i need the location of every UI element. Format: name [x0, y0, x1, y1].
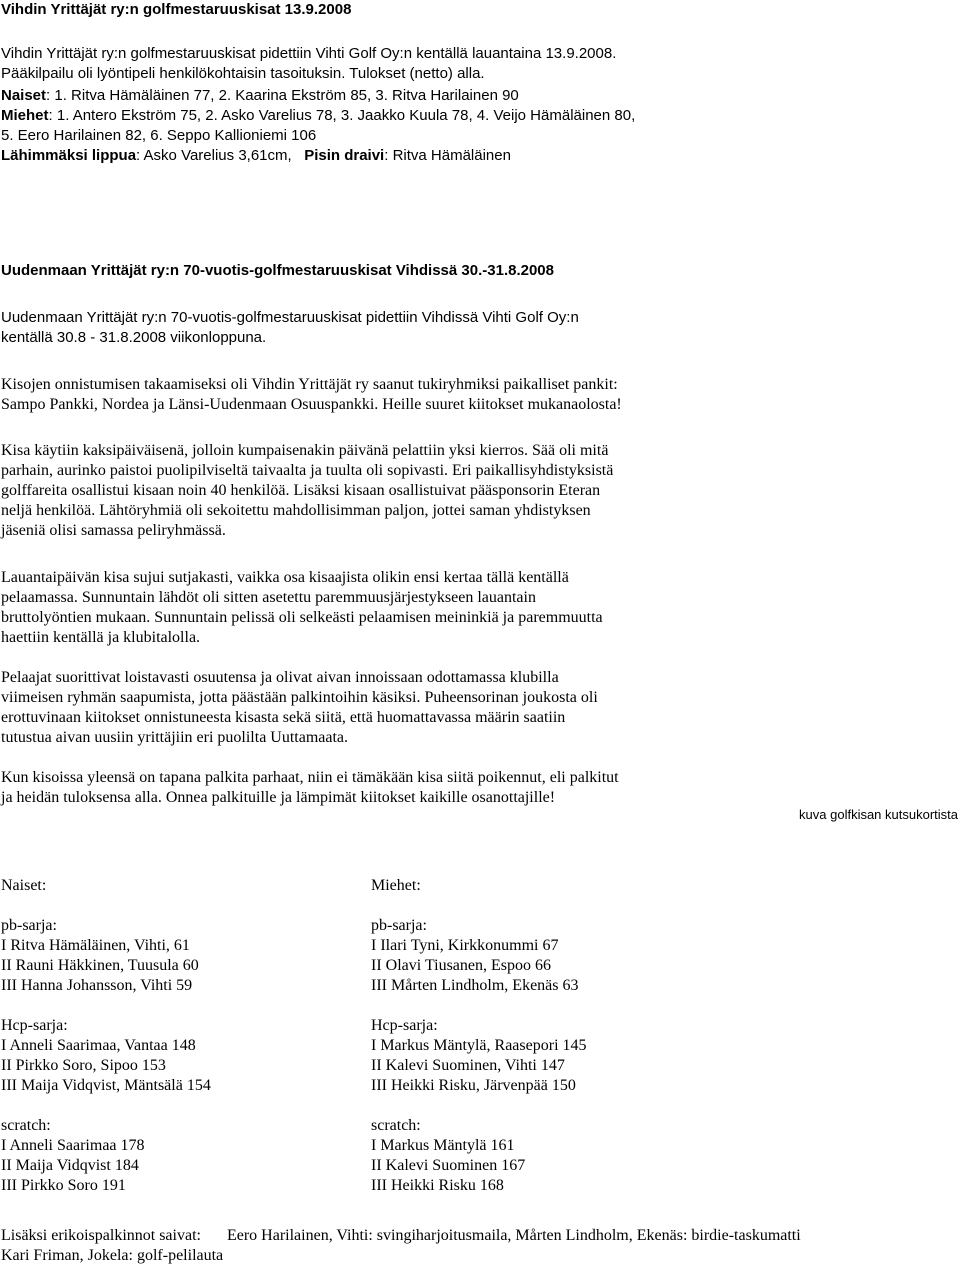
paragraph-line: kentällä 30.8 - 31.8.2008 viikonloppuna.	[1, 329, 267, 346]
series-label: scratch:	[1, 1117, 51, 1134]
paragraph-line: Kisa käytiin kaksipäiväisenä, jolloin kumpaisenakin päivänä pelattiin yksi kierros. Sää oli mitä	[1, 442, 609, 459]
paragraph-line: Pelaajat suorittivat loistavasti osuutensa ja olivat aivan innoissaan odottamassa klubilla	[1, 669, 559, 686]
result-row: I Ilari Tyni, Kirkkonummi 67	[371, 937, 559, 954]
result-row: III Heikki Risku, Järvenpää 150	[371, 1077, 576, 1094]
special-awards	[1, 146, 951, 166]
series-label: pb-sarja:	[371, 917, 427, 934]
miehet-results: : 1. Antero Ekström 75, 2. Asko Varelius 78, 3. Jaakko Kuula 78, 4. Veijo Hämäläinen 80,	[48, 107, 636, 124]
paragraph-line: ja heidän tuloksensa alla. Onnea palkituille ja lämpimät kiitokset kaikille osanottajille!	[1, 789, 556, 806]
paragraph-players	[1, 668, 951, 748]
heading-vihdin-kisat	[1, 0, 951, 20]
special-prizes-text: Eero Harilainen, Vihti: svingiharjoitusmaila, Mårten Lindholm, Ekenäs: birdie-taskumatti	[226, 1227, 801, 1244]
longest-drive-label: Pisin draivi	[304, 147, 385, 164]
paragraph-format	[1, 441, 951, 541]
special-prizes-label: Lisäksi erikoispalkinnot saivat:	[1, 1227, 201, 1244]
heading-uudenmaan-kisat	[1, 261, 951, 281]
series-label: Hcp-sarja:	[1, 1017, 68, 1034]
miehet-column	[371, 876, 731, 1196]
series-label: scratch:	[371, 1117, 421, 1134]
result-row: I Markus Mäntylä, Raasepori 145	[371, 1037, 587, 1054]
miehet-results-cont: 5. Eero Harilainen 82, 6. Seppo Kallioniemi 106	[1, 127, 317, 144]
paragraph-saturday	[1, 568, 951, 648]
result-row: III Heikki Risku 168	[371, 1177, 504, 1194]
results-vihdin	[1, 86, 951, 166]
naiset-column	[1, 876, 361, 1196]
paragraph-line: Kisojen onnistumisen takaamiseksi oli Vihdin Yrittäjät ry saanut tukiryhmiksi paikalliset pankit:	[1, 376, 618, 393]
intro-uudenmaan	[1, 308, 951, 348]
paragraph-line: bruttolyöntien mukaan. Sunnuntain pelissä oli selkeästi pelaamisen meininkiä ja paremmuutta	[1, 609, 603, 626]
paragraph-line: tutustua aivan uusiin yrittäjiin eri puolilta Uuttamaata.	[1, 729, 349, 746]
special-prizes-text-cont: Kari Friman, Jokela: golf-pelilauta	[1, 1247, 224, 1264]
heading-text: Uudenmaan Yrittäjät ry:n 70-vuotis-golfmestaruuskisat Vihdissä 30.-31.8.2008	[1, 262, 554, 279]
result-row: II Pirkko Soro, Sipoo 153	[1, 1057, 166, 1074]
paragraph-line: golffareita osallistui kisaan noin 40 henkilöä. Lisäksi kisaan osallistuivat pääsponsorin Eteran	[1, 482, 601, 499]
result-row: II Maija Vidqvist 184	[1, 1157, 139, 1174]
special-prizes-line	[1, 1226, 959, 1246]
result-row: III Mårten Lindholm, Ekenäs 63	[371, 977, 579, 994]
paragraph-line: jäseniä olisi samassa peliryhmässä.	[1, 522, 226, 539]
paragraph-line: viimeisen ryhmän saapumista, jotta päästään palkintoihin käsiksi. Puheensorinan joukosta oli	[1, 689, 598, 706]
paragraph-line: Kun kisoissa yleensä on tapana palkita parhaat, niin ei tämäkään kisa siitä poikennut, eli palkitut	[1, 769, 619, 786]
special-prizes	[1, 1226, 959, 1266]
paragraph-line: Pääkilpailu oli lyöntipeli henkilökohtaisin tasoituksin. Tulokset (netto) alla.	[1, 65, 485, 82]
intro-vihdin	[1, 44, 951, 84]
column-title: Naiset:	[1, 877, 47, 894]
paragraph-line: pelaamassa. Sunnuntain lähdöt oli sitten asetettu paremmuusjärjestykseen lauantain	[1, 589, 536, 606]
naiset-label: Naiset	[1, 87, 47, 104]
image-caption: kuva golfkisan kutsukortista	[799, 807, 958, 822]
paragraph-line: Uudenmaan Yrittäjät ry:n 70-vuotis-golfmestaruuskisat pidettiin Vihdissä Vihti Golf Oy:n	[1, 309, 579, 326]
result-row: II Kalevi Suominen 167	[371, 1157, 526, 1174]
paragraph-line: Sampo Pankki, Nordea ja Länsi-Uudenmaan Osuuspankki. Heille suuret kiitokset mukanaolosta!	[1, 396, 622, 413]
result-row: II Rauni Häkkinen, Tuusula 60	[1, 957, 199, 974]
result-row: I Anneli Saarimaa 178	[1, 1137, 145, 1154]
paragraph-line: parhain, aurinko paistoi puolipilviseltä taivaalta ja tuulta oli sopivasti. Eri paikallisyhdistyksistä	[1, 462, 614, 479]
results-miehet	[1, 106, 951, 126]
result-row: III Hanna Johansson, Vihti 59	[1, 977, 193, 994]
paragraph-line: neljä henkilöä. Lähtöryhmiä oli sekoitettu mahdollisimman paljon, jottei saman yhdistyksen	[1, 502, 591, 519]
paragraph-line: Lauantaipäivän kisa sujui sutjakasti, vaikka osa kisaajista olikin ensi kertaa tällä kentällä	[1, 569, 569, 586]
paragraph-prizes	[1, 768, 951, 808]
heading-text: Vihdin Yrittäjät ry:n golfmestaruuskisat 13.9.2008	[1, 1, 352, 18]
paragraph-sponsors	[1, 375, 951, 415]
results-naiset	[1, 86, 951, 106]
paragraph-line: erottuvinaan kiitokset onnistuneesta kisasta sekä siitä, että huomattavassa määrin saatiin	[1, 709, 566, 726]
paragraph-line: Vihdin Yrittäjät ry:n golfmestaruuskisat pidettiin Vihti Golf Oy:n kentällä lauantaina 13.9.2008.	[1, 45, 617, 62]
longest-drive-value: : Ritva Hämäläinen	[384, 147, 511, 164]
column-title: Miehet:	[371, 877, 421, 894]
result-row: III Pirkko Soro 191	[1, 1177, 126, 1194]
miehet-label: Miehet	[1, 107, 49, 124]
result-row: I Ritva Hämäläinen, Vihti, 61	[1, 937, 190, 954]
naiset-results: : 1. Ritva Hämäläinen 77, 2. Kaarina Ekström 85, 3. Ritva Harilainen 90	[46, 87, 519, 104]
series-label: Hcp-sarja:	[371, 1017, 438, 1034]
result-row: I Markus Mäntylä 161	[371, 1137, 515, 1154]
result-row: II Olavi Tiusanen, Espoo 66	[371, 957, 551, 974]
result-row: II Kalevi Suominen, Vihti 147	[371, 1057, 565, 1074]
result-row: III Maija Vidqvist, Mäntsälä 154	[1, 1077, 211, 1094]
closest-to-pin-label: Lähimmäksi lippua	[1, 147, 137, 164]
series-label: pb-sarja:	[1, 917, 57, 934]
paragraph-line: haettiin kentällä ja klubitalolla.	[1, 629, 201, 646]
result-row: I Anneli Saarimaa, Vantaa 148	[1, 1037, 196, 1054]
closest-to-pin-value: : Asko Varelius 3,61cm,	[136, 147, 292, 164]
